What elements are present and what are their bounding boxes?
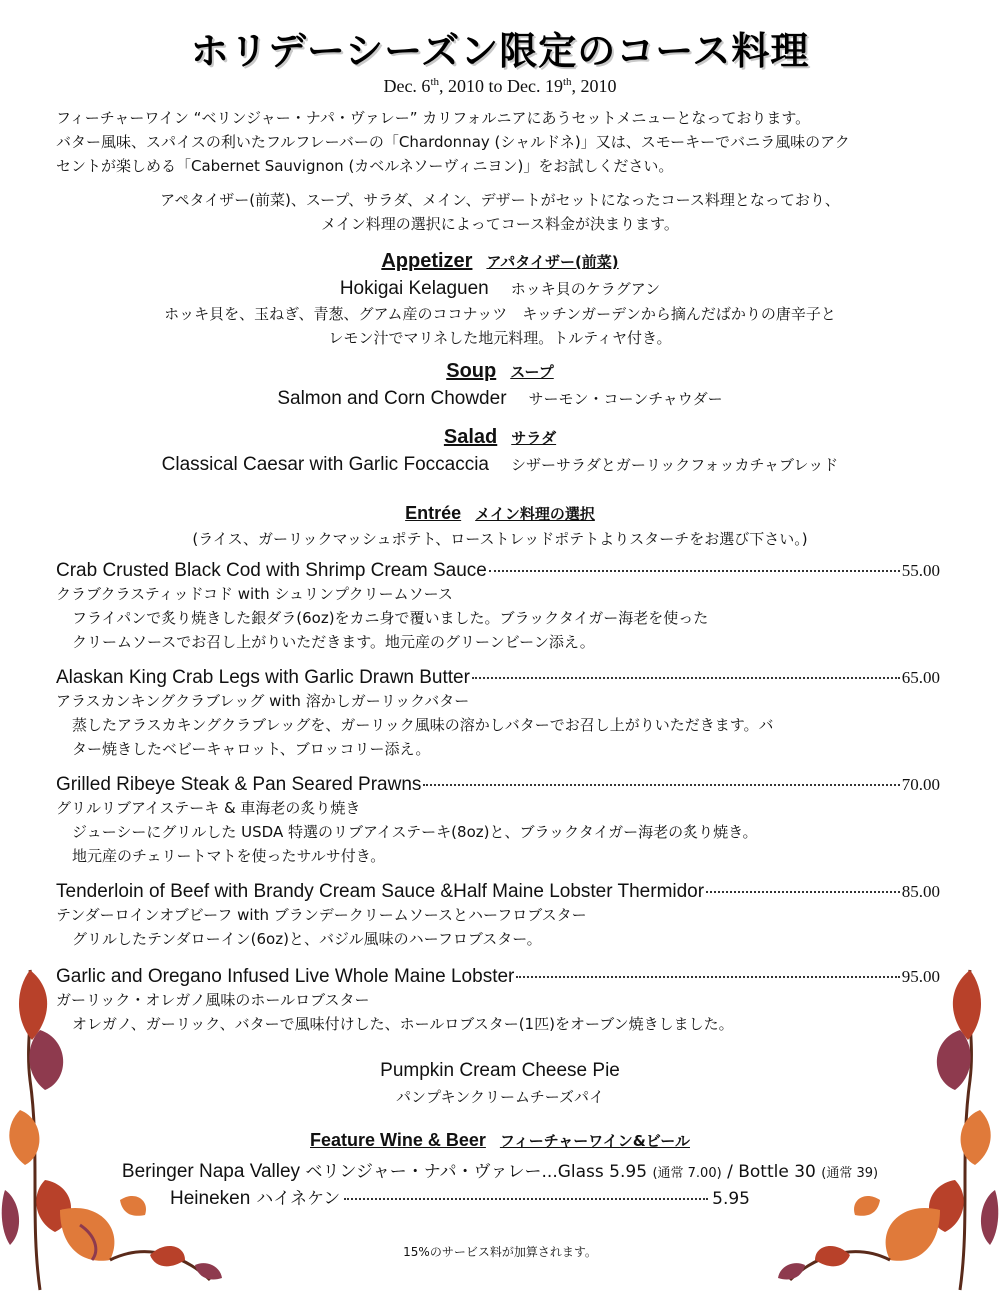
soup-dish-jp: サーモン・コーンチャウダー: [528, 390, 723, 408]
beringer-en: Beringer Napa Valley: [121, 1161, 301, 1182]
entree-item-desc-2: 地元産のチェリートマトを使ったサルサ付き。: [72, 847, 386, 865]
bottle-regular-price: (通常 39): [821, 1166, 879, 1181]
intro-paragraph: [56, 106, 946, 178]
glass-price: 5.95: [609, 1162, 648, 1182]
intro-line-1: フィーチャーワイン “ベリンジャー・ナパ・ヴァレー” カリフォルニアにあうセットメニューとなっております。: [56, 109, 811, 127]
dessert-dish-en: Pumpkin Cream Cheese Pie: [380, 1060, 620, 1081]
entree-item-price: 55.00: [901, 561, 940, 580]
appetizer-dish: [0, 278, 1000, 300]
salad-dish-en: Classical Caesar with Garlic Foccaccia: [161, 454, 489, 475]
heineken-jp: ハイネケン: [256, 1189, 341, 1209]
appetizer-description: [60, 302, 940, 350]
intro-line-2: バター風味、スパイスの利いたフルフレーバーの「Chardonnay (シャルドネ)」又は、スモーキーでバニラ風味のアク: [56, 133, 850, 151]
intro-line-3: セントが楽しめる「Cabernet Sauvignon (カベルネソーヴィニヨン)」をお試しください。: [56, 157, 674, 175]
salad-heading-jp: サラダ: [511, 429, 557, 447]
entree-item-name: Garlic and Oregano Infused Live Whole Maine Lobster: [56, 966, 515, 987]
entree-item-price: 65.00: [901, 668, 940, 687]
dessert-dish-jp: パンプキンクリームチーズパイ: [396, 1088, 604, 1106]
entree-item-price: 70.00: [901, 775, 940, 794]
entree-heading: [0, 503, 1000, 524]
dot-leader: [489, 570, 900, 572]
heineken-line: [170, 1184, 750, 1210]
entree-item-name: Grilled Ribeye Steak & Pan Seared Prawns: [56, 774, 422, 795]
dessert-dish-jp-line: [0, 1086, 1000, 1107]
date-start-sup: th: [430, 76, 439, 88]
page-title: ホリデーシーズン限定のコース料理: [190, 29, 810, 73]
salad-dish-jp: シザーサラダとガーリックフォッカチャブレッド: [511, 456, 839, 474]
entree-item-desc-1: フライパンで炙り焼きした銀ダラ(6oz)をカニ身で覆いました。ブラックタイガー海老を使った: [72, 609, 709, 627]
intro-line-5: メイン料理の選択によってコース料金が決まります。: [321, 215, 679, 233]
entree-item: [56, 667, 940, 761]
entree-item-name: Crab Crusted Black Cod with Shrimp Cream Sauce: [56, 560, 487, 581]
wine-heading-jp: フィーチャーワイン&ビール: [499, 1132, 690, 1150]
dot-leader: [344, 1198, 708, 1200]
wine-heading: [0, 1130, 1000, 1151]
appetizer-dish-jp: ホッキ貝のケラグアン: [510, 280, 661, 298]
date-mid: , 2010 to Dec. 19: [439, 76, 563, 96]
appetizer-desc-line-1: ホッキ貝を、玉ねぎ、青葱、グアム産のココナッツ キッチンガーデンから摘んだばかりの唐辛子と: [164, 305, 836, 323]
date-end-sup: th: [562, 76, 572, 88]
salad-heading: [0, 426, 1000, 449]
dot-leader: [423, 784, 899, 786]
soup-heading-jp: スープ: [510, 363, 554, 381]
appetizer-heading: [0, 250, 1000, 273]
entree-item: [56, 774, 940, 868]
beringer-jp: ベリンジャー・ナパ・ヴァレー...Glass: [305, 1162, 604, 1182]
dot-leader: [706, 891, 900, 893]
entree-starch-note: (ライス、ガーリックマッシュポテト、ローストレッドポテトよりスターチをお選び下さい。): [192, 530, 808, 548]
bottle-price: 30: [794, 1162, 816, 1182]
beringer-line: [0, 1157, 1000, 1183]
date-end: , 2010: [571, 76, 617, 96]
entree-item-jp: クラブクラスティッドコド with シュリンプクリームソース: [56, 585, 453, 603]
salad-heading-en: Salad: [443, 426, 498, 448]
entree-item: [56, 966, 940, 1036]
entree-item: [56, 881, 940, 951]
entree-item-price: 95.00: [901, 967, 940, 986]
bottle-label: / Bottle: [727, 1162, 789, 1182]
heineken-price: 5.95: [712, 1189, 750, 1209]
entree-item-jp: ガーリック・オレガノ風味のホールロブスター: [56, 991, 370, 1009]
entree-item: [56, 560, 940, 654]
date-range: [0, 76, 1000, 97]
entree-item-jp: アラスカンキングクラブレッグ with 溶かしガーリックバター: [56, 692, 470, 710]
soup-dish: [0, 388, 1000, 410]
service-charge-note: 15%のサービス料が加算されます。: [403, 1245, 597, 1259]
entree-heading-jp: メイン料理の選択: [475, 505, 595, 523]
appetizer-heading-en: Appetizer: [381, 250, 473, 272]
course-explanation: [60, 188, 940, 236]
entree-item-desc-1: グリルしたテンダローイン(6oz)と、バジル風味のハーフロブスター。: [72, 930, 542, 948]
salad-dish: [0, 454, 1000, 476]
entree-item-desc-2: クリームソースでお召し上がりいただきます。地元産のグリーンビーン添え。: [72, 633, 595, 651]
soup-heading: [0, 360, 1000, 383]
entree-item-jp: グリルリブアイステーキ & 車海老の炙り焼き: [56, 799, 361, 817]
entree-item-price: 85.00: [901, 882, 940, 901]
dessert-dish-en-line: [0, 1060, 1000, 1082]
entree-item-name: Tenderloin of Beef with Brandy Cream Sauce &Half Maine Lobster Thermidor: [56, 881, 705, 902]
entree-item-name: Alaskan King Crab Legs with Garlic Drawn Butter: [56, 667, 470, 688]
soup-dish-en: Salmon and Corn Chowder: [277, 388, 507, 409]
date-start: Dec. 6: [383, 76, 431, 96]
glass-regular-price: (通常 7.00): [652, 1166, 722, 1181]
entree-item-desc-1: 蒸したアラスカキングクラブレッグを、ガーリック風味の溶かしバターでお召し上がりいただきます。バ: [72, 716, 774, 734]
appetizer-dish-en: Hokigai Kelaguen: [339, 278, 489, 299]
wine-heading-en: Feature Wine & Beer: [310, 1130, 486, 1150]
entree-item-desc-1: ジューシーにグリルした USDA 特選のリブアイステーキ(8oz)と、ブラックタイガー海老の炙り焼き。: [72, 823, 758, 841]
entree-item-jp: テンダーロインオブビーフ with ブランデークリームソースとハーフロブスター: [56, 906, 587, 924]
heineken-en: Heineken: [170, 1188, 251, 1209]
entree-heading-en: Entrée: [405, 503, 462, 523]
entree-item-desc-1: オレガノ、ガーリック、バターで風味付けした、ホールロブスター(1匹)をオーブン焼きしました。: [72, 1015, 734, 1033]
dot-leader: [516, 976, 899, 978]
appetizer-desc-line-2: レモン汁でマリネした地元料理。トルティヤ付き。: [328, 329, 672, 347]
appetizer-heading-jp: アパタイザー(前菜): [486, 253, 619, 271]
intro-line-4: アペタイザー(前菜)、スープ、サラダ、メイン、デザートがセットになったコース料理となっており、: [160, 191, 840, 209]
dot-leader: [472, 677, 900, 679]
soup-heading-en: Soup: [446, 360, 497, 382]
entree-item-desc-2: ター焼きしたベビーキャロット、ブロッコリー添え。: [72, 740, 431, 758]
